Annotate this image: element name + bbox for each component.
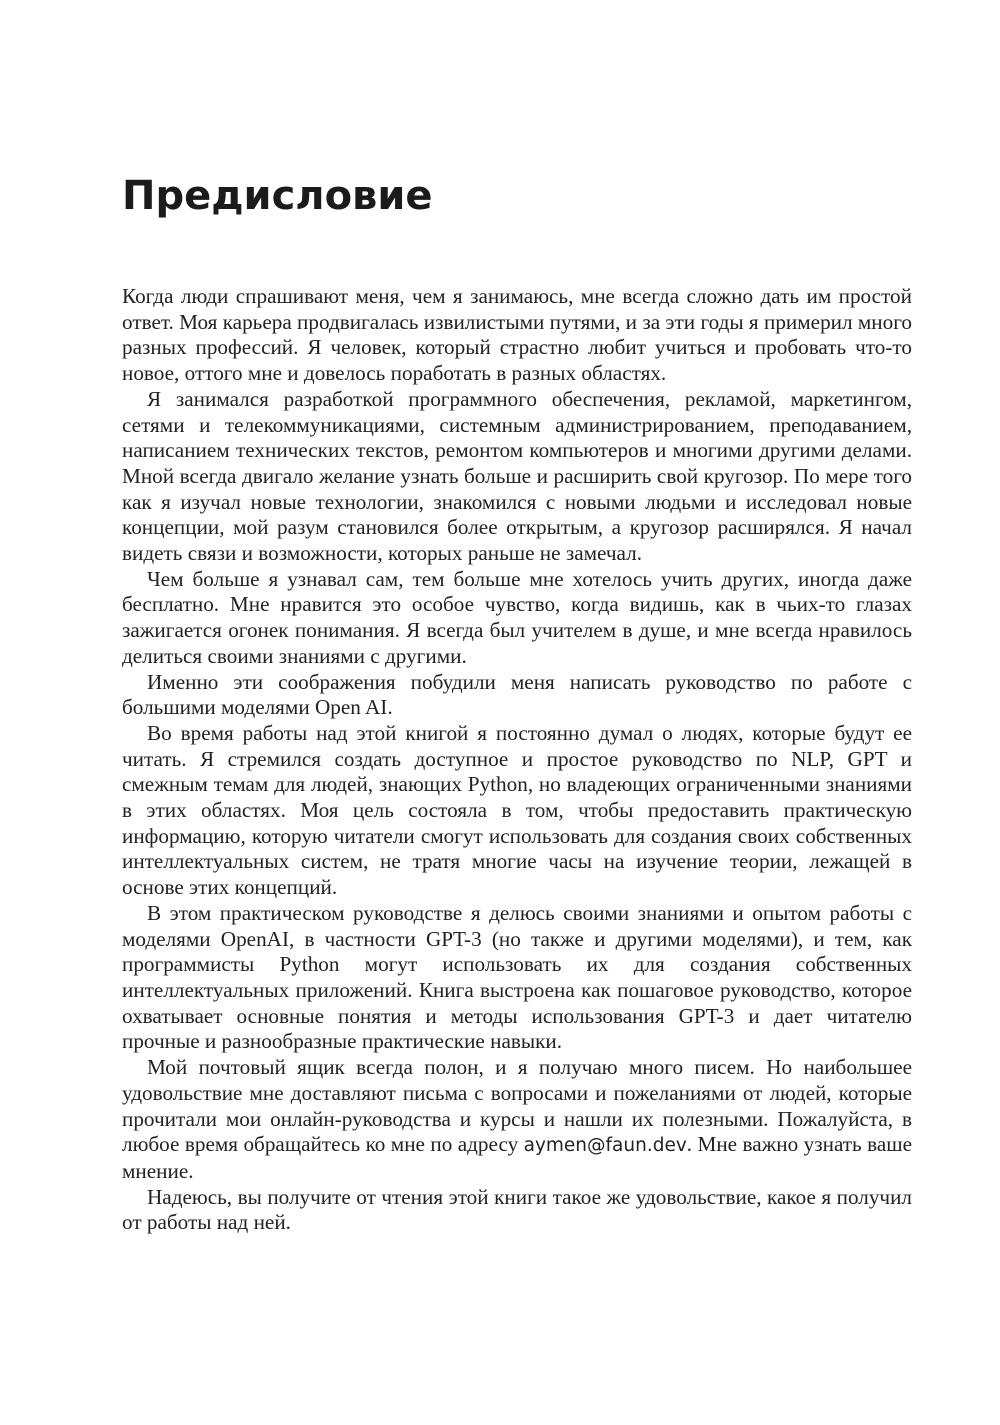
email-link[interactable]: aymen@faun.dev xyxy=(523,1135,687,1157)
paragraph: Чем больше я узнавал сам, тем больше мне хотелось учить других, иногда даже бесплатно. Мне нравится это особое чувство, когда видишь, как в чьих-то глазах зажигается огонек понимания. Я всегда был учителем в душе, и мне всегда нравилось делиться своими знаниями с другими. xyxy=(122,566,912,668)
paragraph: Когда люди спрашивают меня, чем я занимаюсь, мне всегда сложно дать им простой ответ. Моя карьера продвигалась извилистыми путями, и за эти годы я примерил много разных профессий. Я человек, который страстно любит учиться и пробовать что-то новое, оттого мне и довелось поработать в разных областях. xyxy=(122,284,912,386)
paragraph: Во время работы над этой книгой я постоянно думал о людях, которые будут ее читать. Я стремился создать доступное и простое руководство по NLP, GPT и смежным темам для людей, знающих Python, но владеющих ограниченными знаниями в этих областях. Моя цель состояла в том, чтобы предоставить практическую информацию, которую читатели смогут использовать для создания своих собственных интеллектуальных систем, не тратя многие часы на изучение теории, лежащей в основе этих концепций. xyxy=(122,720,912,900)
paragraph: Надеюсь, вы получите от чтения этой книги такое же удовольствие, какое я получил от работы над ней. xyxy=(122,1184,912,1235)
paragraph: В этом практическом руководстве я делюсь своими знаниями и опытом работы с моделями OpenAI, в частности GPT-3 (но также и другими моделями), и тем, как программисты Python могут использовать их для создания собственных интеллектуальных приложений. Книга выстроена как пошаговое руководство, которое охватывает основные понятия и методы использования GPT-3 и дает читателю прочные и разнообразные практические навыки. xyxy=(122,900,912,1054)
body-text xyxy=(122,284,912,1236)
paragraph-text: Мой почтовый ящик всегда полон, и я получаю много писем. Но наибольшее удовольствие мне доставляют письма с вопросами и пожеланиями от людей, которые прочитали мои онлайн-руководства и курсы и нашли их полезными. Пожалуйста, в любое время обращайтесь ко мне по адресу xyxy=(122,1055,912,1157)
paragraph: Именно эти соображения побудили меня написать руководство по работе с большими моделями Open AI. xyxy=(122,669,912,720)
paragraph-text: . Мне важно узнать ваше мнение. xyxy=(122,1132,912,1183)
page-title: Предисловие xyxy=(122,173,433,219)
paragraph-contact xyxy=(122,1055,912,1185)
paragraph: Я занимался разработкой программного обеспечения, рекламой, маркетингом, сетями и телекоммуникациями, системным администрированием, преподаванием, написанием технических текстов, ремонтом компьютеров и многими другими делами. Мной всегда двигало желание узнать больше и расширить свой кругозор. По мере того как я изучал новые технологии, знакомился с новыми людьми и исследовал новые концепции, мой разум становился более открытым, а кругозор расширялся. Я начал видеть связи и возможности, которых раньше не замечал. xyxy=(122,386,912,566)
